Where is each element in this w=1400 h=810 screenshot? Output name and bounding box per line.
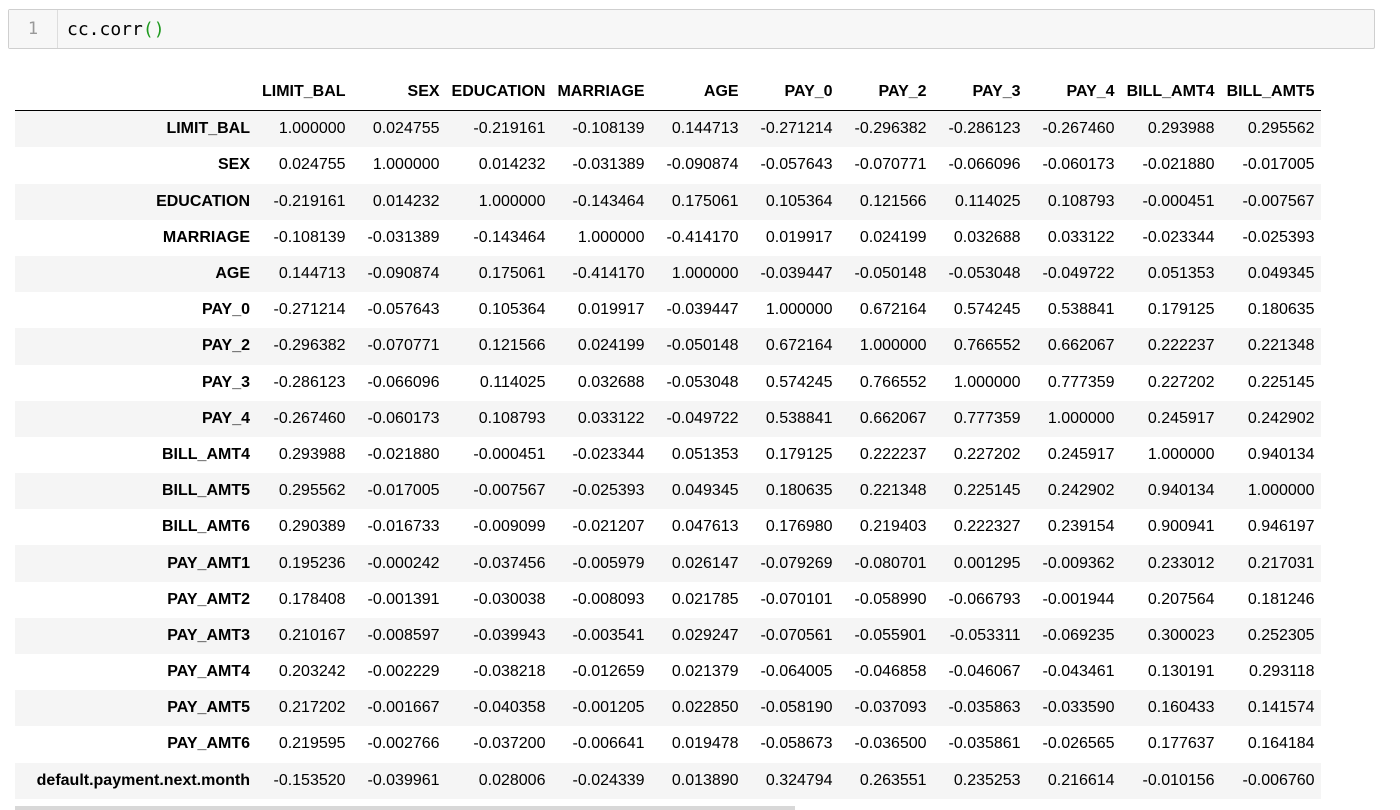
table-cell: -0.037200: [473, 735, 546, 753]
table-cell: -0.017005: [367, 482, 440, 500]
table-cell: 0.022850: [671, 699, 739, 717]
table-cell: 0.108793: [478, 409, 546, 427]
row-index-label: LIMIT_BAL: [166, 120, 250, 138]
table-cell: 0.019917: [577, 301, 645, 319]
table-cell: -0.009362: [1042, 554, 1115, 572]
table-cell: -0.414170: [666, 228, 739, 246]
table-row: [15, 654, 1321, 690]
row-index-label: PAY_AMT3: [167, 626, 250, 644]
table-cell: -0.006760: [1242, 771, 1315, 789]
table-cell: -0.030038: [473, 590, 546, 608]
table-row: [15, 726, 1321, 762]
table-cell: 0.217031: [1247, 554, 1315, 572]
table-cell: -0.057643: [367, 301, 440, 319]
table-row: [15, 473, 1321, 509]
table-cell: 0.295562: [278, 482, 346, 500]
table-cell: 0.222237: [859, 445, 927, 463]
table-cell: -0.143464: [572, 192, 645, 210]
table-cell: 0.293118: [1249, 663, 1315, 681]
table-cell: 0.130191: [1147, 663, 1215, 681]
table-cell: 0.105364: [765, 192, 833, 210]
table-cell: 0.160433: [1147, 699, 1215, 717]
table-cell: 0.024755: [372, 120, 440, 138]
table-row: [15, 401, 1321, 437]
table-cell: 0.144713: [278, 265, 346, 283]
table-cell: 0.051353: [671, 445, 739, 463]
table-cell: 0.114025: [955, 192, 1021, 210]
table-cell: 0.210167: [278, 626, 346, 644]
table-cell: -0.058190: [760, 699, 833, 717]
table-cell: -0.033590: [1042, 699, 1115, 717]
table-row: [15, 763, 1321, 799]
table-cell: -0.000242: [367, 554, 440, 572]
table-cell: -0.053311: [949, 626, 1021, 644]
table-cell: 0.049345: [671, 482, 739, 500]
table-cell: 0.032688: [577, 373, 645, 391]
table-cell: 0.252305: [1247, 626, 1315, 644]
column-header: BILL_AMT5: [1221, 74, 1321, 111]
table-cell: 0.940134: [1247, 445, 1315, 463]
table-cell: -0.070771: [854, 156, 927, 174]
table-row: [15, 147, 1321, 183]
table-cell: -0.031389: [367, 228, 440, 246]
table-cell: 0.662067: [859, 409, 927, 427]
table-cell: -0.271214: [760, 120, 833, 138]
table-cell: -0.007567: [1242, 192, 1315, 210]
table-cell: -0.053048: [666, 373, 739, 391]
table-row: [15, 545, 1321, 581]
table-cell: -0.039943: [473, 626, 546, 644]
table-row: [15, 328, 1321, 364]
table-cell: 0.032688: [953, 228, 1021, 246]
row-index-label: PAY_AMT5: [167, 699, 250, 717]
table-cell: 0.013890: [671, 771, 739, 789]
table-row: [15, 111, 1321, 148]
table-cell: -0.296382: [854, 120, 927, 138]
table-cell: -0.001391: [367, 590, 440, 608]
table-cell: 0.300023: [1147, 626, 1215, 644]
table-cell: 0.263551: [859, 771, 927, 789]
table-cell: 0.178408: [278, 590, 346, 608]
table-cell: -0.021880: [1142, 156, 1215, 174]
table-cell: 0.175061: [478, 265, 546, 283]
row-index-label: PAY_AMT4: [167, 663, 250, 681]
table-cell: 0.024755: [278, 156, 346, 174]
table-cell: -0.046067: [948, 663, 1021, 681]
table-cell: 0.203242: [278, 663, 346, 681]
table-cell: -0.006641: [572, 735, 645, 753]
table-cell: 1.000000: [671, 265, 739, 283]
table-cell: 0.766552: [859, 373, 927, 391]
table-cell: -0.090874: [367, 265, 440, 283]
table-cell: 0.195236: [278, 554, 346, 572]
table-cell: 0.293988: [278, 445, 346, 463]
table-cell: 0.221348: [1247, 337, 1315, 355]
table-cell: 0.047613: [671, 518, 739, 536]
table-cell: -0.043461: [1042, 663, 1115, 681]
table-cell: -0.002766: [367, 735, 440, 753]
table-cell: 0.245917: [1047, 445, 1115, 463]
table-cell: -0.021207: [572, 518, 645, 536]
table-cell: -0.023344: [1142, 228, 1215, 246]
table-cell: 0.164184: [1247, 735, 1315, 753]
table-cell: -0.040358: [473, 699, 546, 717]
table-cell: 0.033122: [1047, 228, 1115, 246]
column-header: LIMIT_BAL: [256, 74, 352, 111]
table-cell: -0.267460: [1042, 120, 1115, 138]
table-cell: -0.039447: [666, 301, 739, 319]
table-cell: -0.079269: [760, 554, 833, 572]
table-cell: 0.180635: [765, 482, 833, 500]
table-cell: -0.037093: [854, 699, 927, 717]
table-cell: -0.010156: [1142, 771, 1215, 789]
table-cell: 1.000000: [1247, 482, 1315, 500]
table-row: [15, 184, 1321, 220]
table-cell: -0.023344: [572, 445, 645, 463]
column-header: SEX: [352, 74, 446, 111]
table-cell: -0.025393: [1242, 228, 1315, 246]
table-cell: 0.144713: [671, 120, 739, 138]
table-cell: 0.222327: [953, 518, 1021, 536]
table-cell: -0.050148: [854, 265, 927, 283]
table-cell: -0.049722: [1042, 265, 1115, 283]
code-cell[interactable]: [8, 9, 1375, 49]
table-cell: 0.021379: [671, 663, 739, 681]
table-cell: -0.031389: [572, 156, 645, 174]
row-index-label: SEX: [217, 156, 250, 174]
row-index-label: default.payment.next.month: [36, 771, 250, 789]
table-cell: 0.324794: [765, 771, 833, 789]
column-header: BILL_AMT4: [1121, 74, 1221, 111]
table-cell: 0.225145: [1247, 373, 1315, 391]
table-cell: 1.000000: [372, 156, 440, 174]
table-cell: -0.039961: [367, 771, 440, 789]
table-cell: -0.024339: [572, 771, 645, 789]
table-cell: 0.219403: [859, 518, 927, 536]
table-cell: -0.271214: [273, 301, 346, 319]
index-header: [15, 74, 256, 111]
code-editor[interactable]: [58, 19, 165, 40]
table-cell: -0.286123: [273, 373, 346, 391]
table-body: [15, 111, 1321, 799]
table-cell: 1.000000: [577, 228, 645, 246]
table-cell: -0.012659: [572, 663, 645, 681]
table-cell: 0.028006: [478, 771, 546, 789]
table-cell: 0.940134: [1147, 482, 1215, 500]
table-cell: -0.035861: [948, 735, 1021, 753]
table-cell: -0.026565: [1042, 735, 1115, 753]
table-cell: 0.538841: [765, 409, 833, 427]
table-cell: -0.008597: [367, 626, 440, 644]
table-cell: 0.672164: [859, 301, 927, 319]
table-cell: -0.008093: [572, 590, 645, 608]
table-cell: -0.080701: [854, 554, 927, 572]
table-cell: 0.049345: [1247, 265, 1315, 283]
table-cell: 0.180635: [1247, 301, 1315, 319]
table-cell: -0.038218: [473, 663, 546, 681]
table-cell: 1.000000: [859, 337, 927, 355]
table-cell: 1.000000: [953, 373, 1021, 391]
table-cell: -0.025393: [572, 482, 645, 500]
table-cell: -0.000451: [473, 445, 546, 463]
table-cell: -0.037456: [473, 554, 546, 572]
table-cell: 0.242902: [1047, 482, 1115, 500]
table-cell: 0.766552: [953, 337, 1021, 355]
row-index-label: BILL_AMT5: [162, 482, 250, 500]
table-cell: -0.069235: [1042, 626, 1115, 644]
code-parens: (): [142, 18, 165, 40]
table-cell: -0.000451: [1142, 192, 1215, 210]
table-cell: 1.000000: [478, 192, 546, 210]
table-cell: -0.001205: [572, 699, 645, 717]
column-header: PAY_0: [745, 74, 839, 111]
table-row: [15, 220, 1321, 256]
table-row: [15, 690, 1321, 726]
table-cell: 0.225145: [953, 482, 1021, 500]
table-cell: 0.227202: [1147, 373, 1215, 391]
table-cell: 0.233012: [1147, 554, 1215, 572]
table-cell: -0.046858: [854, 663, 927, 681]
table-cell: -0.053048: [948, 265, 1021, 283]
table-cell: 0.245917: [1147, 409, 1215, 427]
table-cell: 0.538841: [1047, 301, 1115, 319]
table-cell: -0.070561: [760, 626, 833, 644]
row-index-label: PAY_3: [201, 373, 250, 391]
table-cell: 0.014232: [478, 156, 546, 174]
table-cell: 1.000000: [1047, 409, 1115, 427]
column-header: AGE: [651, 74, 745, 111]
table-row: [15, 618, 1321, 654]
table-cell: 0.219595: [278, 735, 346, 753]
table-cell: -0.001944: [1042, 590, 1115, 608]
table-cell: 0.019478: [671, 735, 739, 753]
column-header: EDUCATION: [446, 74, 552, 111]
table-cell: -0.108139: [273, 228, 346, 246]
table-cell: 0.290389: [278, 518, 346, 536]
table-cell: 0.108793: [1047, 192, 1115, 210]
table-cell: 0.175061: [671, 192, 739, 210]
table-row: [15, 437, 1321, 473]
table-cell: -0.066096: [367, 373, 440, 391]
table-cell: 0.024199: [577, 337, 645, 355]
table-row: [15, 582, 1321, 618]
column-header: PAY_2: [839, 74, 933, 111]
table-cell: 0.574245: [953, 301, 1021, 319]
row-index-label: PAY_AMT6: [167, 735, 250, 753]
header-row: [15, 74, 1321, 111]
table-cell: 1.000000: [1147, 445, 1215, 463]
table-cell: 1.000000: [765, 301, 833, 319]
table-cell: -0.064005: [760, 663, 833, 681]
row-index-label: PAY_2: [201, 337, 250, 355]
horizontal-scrollbar[interactable]: [15, 806, 795, 810]
table-cell: -0.005979: [572, 554, 645, 572]
table-cell: 0.672164: [765, 337, 833, 355]
table-cell: 0.235253: [953, 771, 1021, 789]
table-cell: -0.057643: [760, 156, 833, 174]
table-cell: 0.777359: [953, 409, 1021, 427]
column-header: PAY_3: [933, 74, 1027, 111]
table-cell: -0.066793: [948, 590, 1021, 608]
table-cell: -0.090874: [666, 156, 739, 174]
table-cell: 0.574245: [765, 373, 833, 391]
row-index-label: EDUCATION: [156, 192, 250, 210]
table-cell: -0.002229: [367, 663, 440, 681]
table-cell: 0.026147: [671, 554, 739, 572]
code-text: cc.corr: [67, 18, 143, 40]
table-cell: -0.035863: [948, 699, 1021, 717]
table-cell: -0.039447: [760, 265, 833, 283]
table-cell: 0.121566: [478, 337, 546, 355]
table-cell: -0.049722: [666, 409, 739, 427]
table-cell: -0.108139: [572, 120, 645, 138]
table-cell: 0.176980: [765, 518, 833, 536]
table-cell: -0.296382: [273, 337, 346, 355]
table-cell: -0.001667: [367, 699, 440, 717]
row-index-label: PAY_AMT1: [167, 554, 250, 572]
table-cell: -0.007567: [473, 482, 546, 500]
table-cell: 0.239154: [1047, 518, 1115, 536]
table-cell: -0.153520: [273, 771, 346, 789]
table-cell: 0.900941: [1147, 518, 1215, 536]
table-cell: 0.242902: [1247, 409, 1315, 427]
table-cell: 0.221348: [859, 482, 927, 500]
table-cell: 0.181246: [1247, 590, 1315, 608]
table-cell: 0.179125: [1147, 301, 1215, 319]
table-cell: 0.021785: [671, 590, 739, 608]
row-index-label: PAY_AMT2: [167, 590, 250, 608]
table-cell: 0.222237: [1147, 337, 1215, 355]
row-index-label: AGE: [215, 265, 250, 283]
dataframe-output: [15, 74, 1321, 799]
table-cell: -0.003541: [572, 626, 645, 644]
table-cell: -0.219161: [473, 120, 546, 138]
row-index-label: BILL_AMT4: [162, 445, 250, 463]
table-cell: 0.293988: [1147, 120, 1215, 138]
table-cell: -0.286123: [948, 120, 1021, 138]
table-cell: 0.029247: [671, 626, 739, 644]
table-cell: 0.105364: [478, 301, 546, 319]
table-cell: 0.014232: [372, 192, 440, 210]
table-cell: -0.016733: [367, 518, 440, 536]
row-index-label: PAY_4: [201, 409, 250, 427]
table-cell: 0.024199: [859, 228, 927, 246]
table-cell: 0.207564: [1147, 590, 1215, 608]
table-cell: 0.777359: [1047, 373, 1115, 391]
line-number: 1: [9, 10, 58, 48]
table-row: [15, 509, 1321, 545]
table-cell: 0.141574: [1247, 699, 1315, 717]
table-cell: -0.066096: [948, 156, 1021, 174]
table-cell: 0.179125: [765, 445, 833, 463]
row-index-label: MARRIAGE: [162, 228, 250, 246]
table-cell: 0.019917: [765, 228, 833, 246]
table-cell: -0.060173: [367, 409, 440, 427]
table-row: [15, 256, 1321, 292]
table-cell: 0.227202: [953, 445, 1021, 463]
table-cell: -0.036500: [854, 735, 927, 753]
table-cell: -0.021880: [367, 445, 440, 463]
table-cell: 0.051353: [1147, 265, 1215, 283]
table-cell: -0.070101: [760, 590, 833, 608]
table-row: [15, 365, 1321, 401]
table-cell: -0.058673: [760, 735, 833, 753]
row-index-label: BILL_AMT6: [162, 518, 250, 536]
table-cell: 0.946197: [1247, 518, 1315, 536]
table-cell: 0.217202: [278, 699, 346, 717]
table-cell: -0.058990: [854, 590, 927, 608]
table-cell: -0.060173: [1042, 156, 1115, 174]
table-row: [15, 292, 1321, 328]
table-cell: 0.114025: [479, 373, 546, 391]
table-cell: -0.267460: [273, 409, 346, 427]
table-cell: -0.219161: [273, 192, 346, 210]
table-cell: 0.216614: [1047, 771, 1115, 789]
table-cell: -0.050148: [666, 337, 739, 355]
table-cell: 0.121566: [859, 192, 927, 210]
table-cell: -0.070771: [367, 337, 440, 355]
column-header: MARRIAGE: [551, 74, 650, 111]
table-cell: 0.033122: [577, 409, 645, 427]
table-cell: 0.001295: [953, 554, 1021, 572]
table-cell: 0.662067: [1047, 337, 1115, 355]
row-index-label: PAY_0: [201, 301, 250, 319]
column-header: PAY_4: [1027, 74, 1121, 111]
table-cell: -0.017005: [1242, 156, 1315, 174]
table-cell: 1.000000: [278, 120, 346, 138]
table-cell: 0.295562: [1247, 120, 1315, 138]
table-cell: -0.143464: [473, 228, 546, 246]
table-cell: -0.055901: [854, 626, 927, 644]
table-cell: 0.177637: [1147, 735, 1215, 753]
table-cell: -0.009099: [473, 518, 546, 536]
table-cell: -0.414170: [572, 265, 645, 283]
